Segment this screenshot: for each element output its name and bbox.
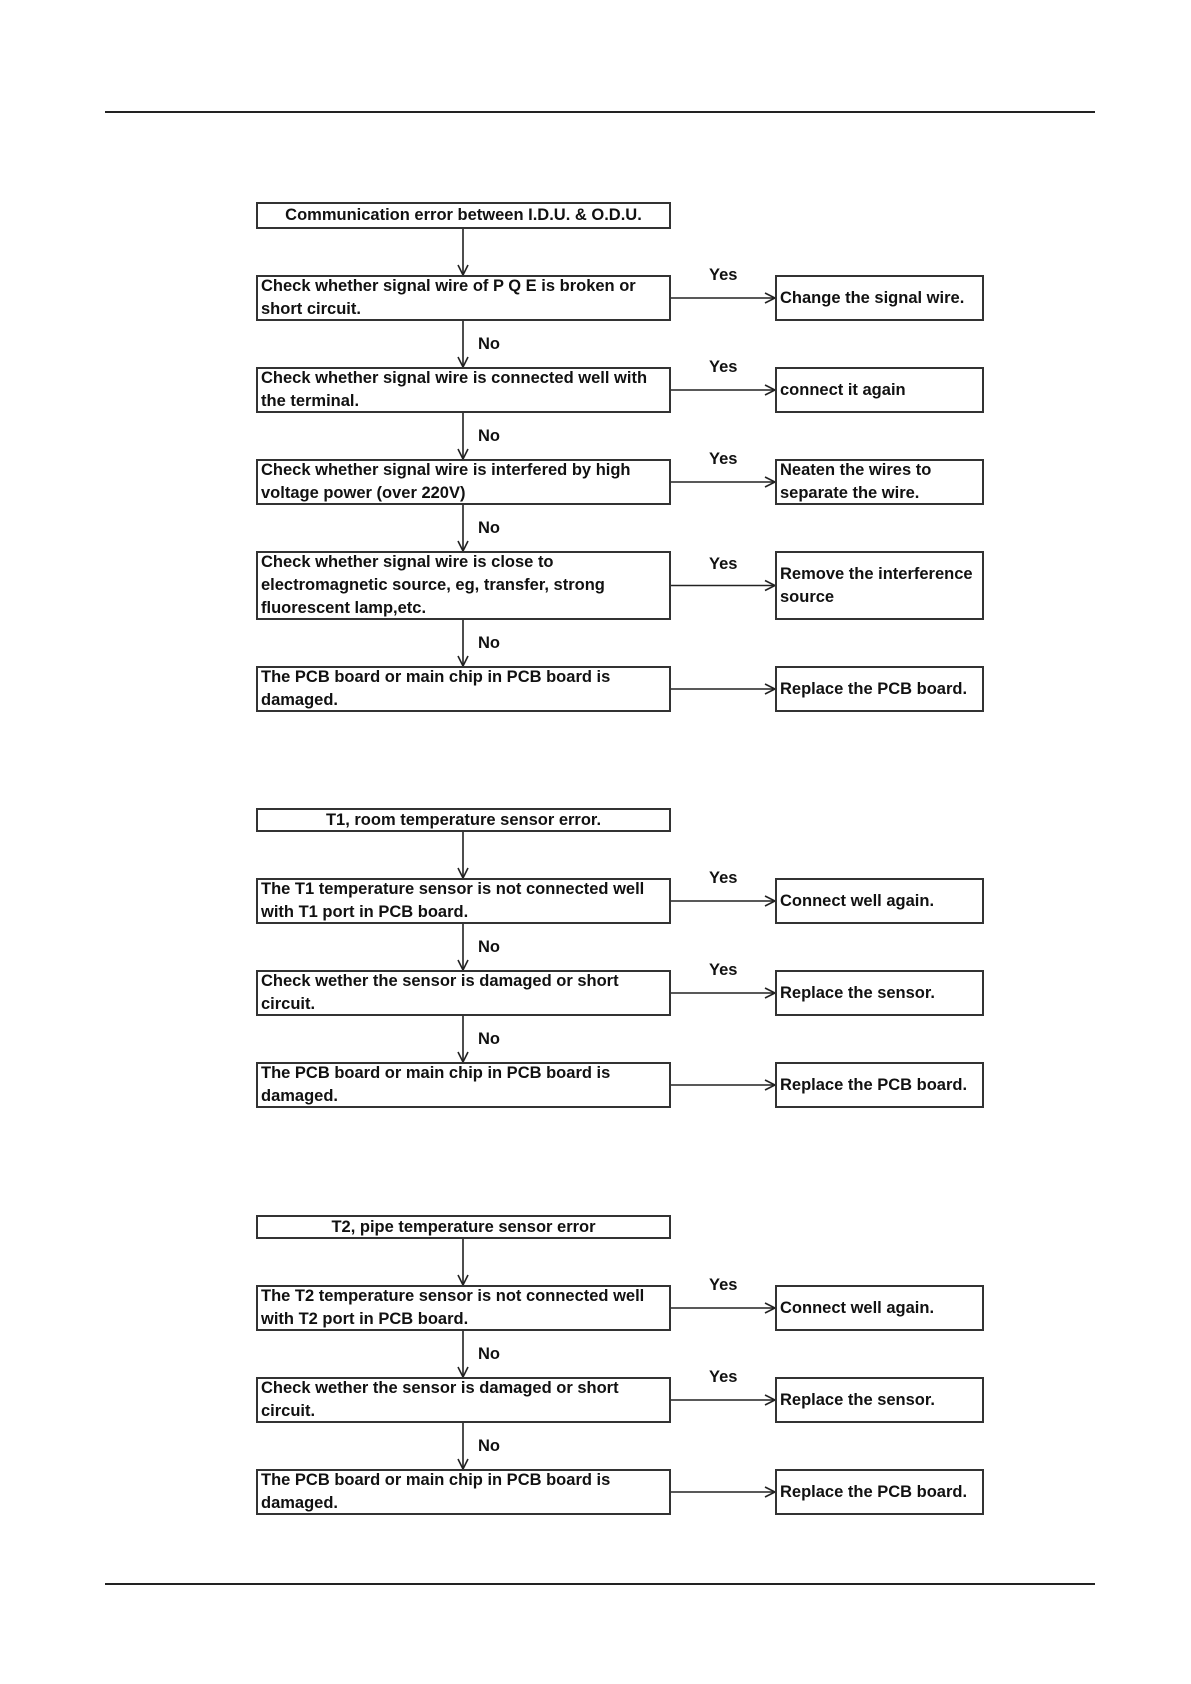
yes-label: Yes [709,555,738,573]
flowchart-1-title [256,202,671,229]
action-text: Replace the sensor. [780,1390,935,1409]
flowchart-2-check-2 [256,970,671,1016]
action-text: Connect well again. [780,1298,935,1317]
check-text: The PCB board or main chip in PCB board is damaged. [261,1471,611,1512]
flowchart-2-check-1 [256,878,671,924]
check-text: Check whether signal wire is close to electromagnetic source, eg, transfer, strong fluorescent lamp,etc. [261,553,605,617]
flowchart-1-action-4 [775,551,984,620]
no-label: No [478,335,500,353]
check-text: Check whether signal wire is connected well with the terminal. [261,369,648,410]
flowchart-1-action-3 [775,459,984,505]
flowchart-1-check-1 [256,275,671,321]
yes-label: Yes [709,869,738,887]
flowchart-1-action-1 [775,275,984,321]
no-label: No [478,634,500,652]
check-text: The PCB board or main chip in PCB board is damaged. [261,1064,611,1105]
flowchart-3-action-3 [775,1469,984,1515]
yes-label: Yes [709,450,738,468]
flowchart-3-check-2 [256,1377,671,1423]
flowchart-1-check-4 [256,551,671,620]
check-text: Check wether the sensor is damaged or short circuit. [261,1379,619,1420]
action-text: Replace the PCB board. [780,1482,968,1501]
flowchart-3-check-1 [256,1285,671,1331]
check-text: Check whether signal wire is interfered by high voltage power (over 220V) [261,461,631,502]
flowchart-1-action-2 [775,367,984,413]
yes-label: Yes [709,358,738,376]
flowchart-1-title-text: Communication error between I.D.U. & O.D.U. [285,206,642,224]
flowchart-2-title-text: T1, room temperature sensor error. [325,810,602,829]
action-text: Connect well again. [780,891,935,910]
flowchart-3-title [256,1215,671,1239]
no-label: No [478,938,500,956]
yes-label: Yes [709,266,738,284]
check-text: The T1 temperature sensor is not connected well with T1 port in PCB board. [261,880,645,921]
flowchart-2-action-1 [775,878,984,924]
action-text: Replace the PCB board. [780,679,968,698]
flowchart-1-check-3 [256,459,671,505]
action-text: Neaten the wires to separate the wire. [780,461,932,502]
flowchart-2-action-2 [775,970,984,1016]
flowchart-2-title [256,808,671,832]
no-label: No [478,1030,500,1048]
flowchart-2-check-3 [256,1062,671,1108]
yes-label: Yes [709,1368,738,1386]
no-label: No [478,519,500,537]
no-label: No [478,427,500,445]
action-text: connect it again [780,380,906,399]
flowchart-3-action-1 [775,1285,984,1331]
action-text: Change the signal wire. [780,288,965,307]
flowchart-1-action-5 [775,666,984,712]
action-text: Replace the sensor. [780,983,935,1002]
flowchart-1-check-5 [256,666,671,712]
yes-label: Yes [709,961,738,979]
check-text: The T2 temperature sensor is not connected well with T2 port in PCB board. [261,1287,645,1328]
no-label: No [478,1437,500,1455]
flowchart-2-action-3 [775,1062,984,1108]
flowchart-3-title-text: T2, pipe temperature sensor error [331,1217,596,1236]
flowchart-1-check-2 [256,367,671,413]
action-text: Remove the interference source [780,564,973,606]
flowchart-3-action-2 [775,1377,984,1423]
no-label: No [478,1345,500,1363]
check-text: Check wether the sensor is damaged or short circuit. [261,972,619,1013]
check-text: Check whether signal wire of P Q E is broken or short circuit. [261,277,636,318]
check-text: The PCB board or main chip in PCB board is damaged. [261,668,611,709]
action-text: Replace the PCB board. [780,1075,968,1094]
yes-label: Yes [709,1276,738,1294]
flowchart-3-check-3 [256,1469,671,1515]
